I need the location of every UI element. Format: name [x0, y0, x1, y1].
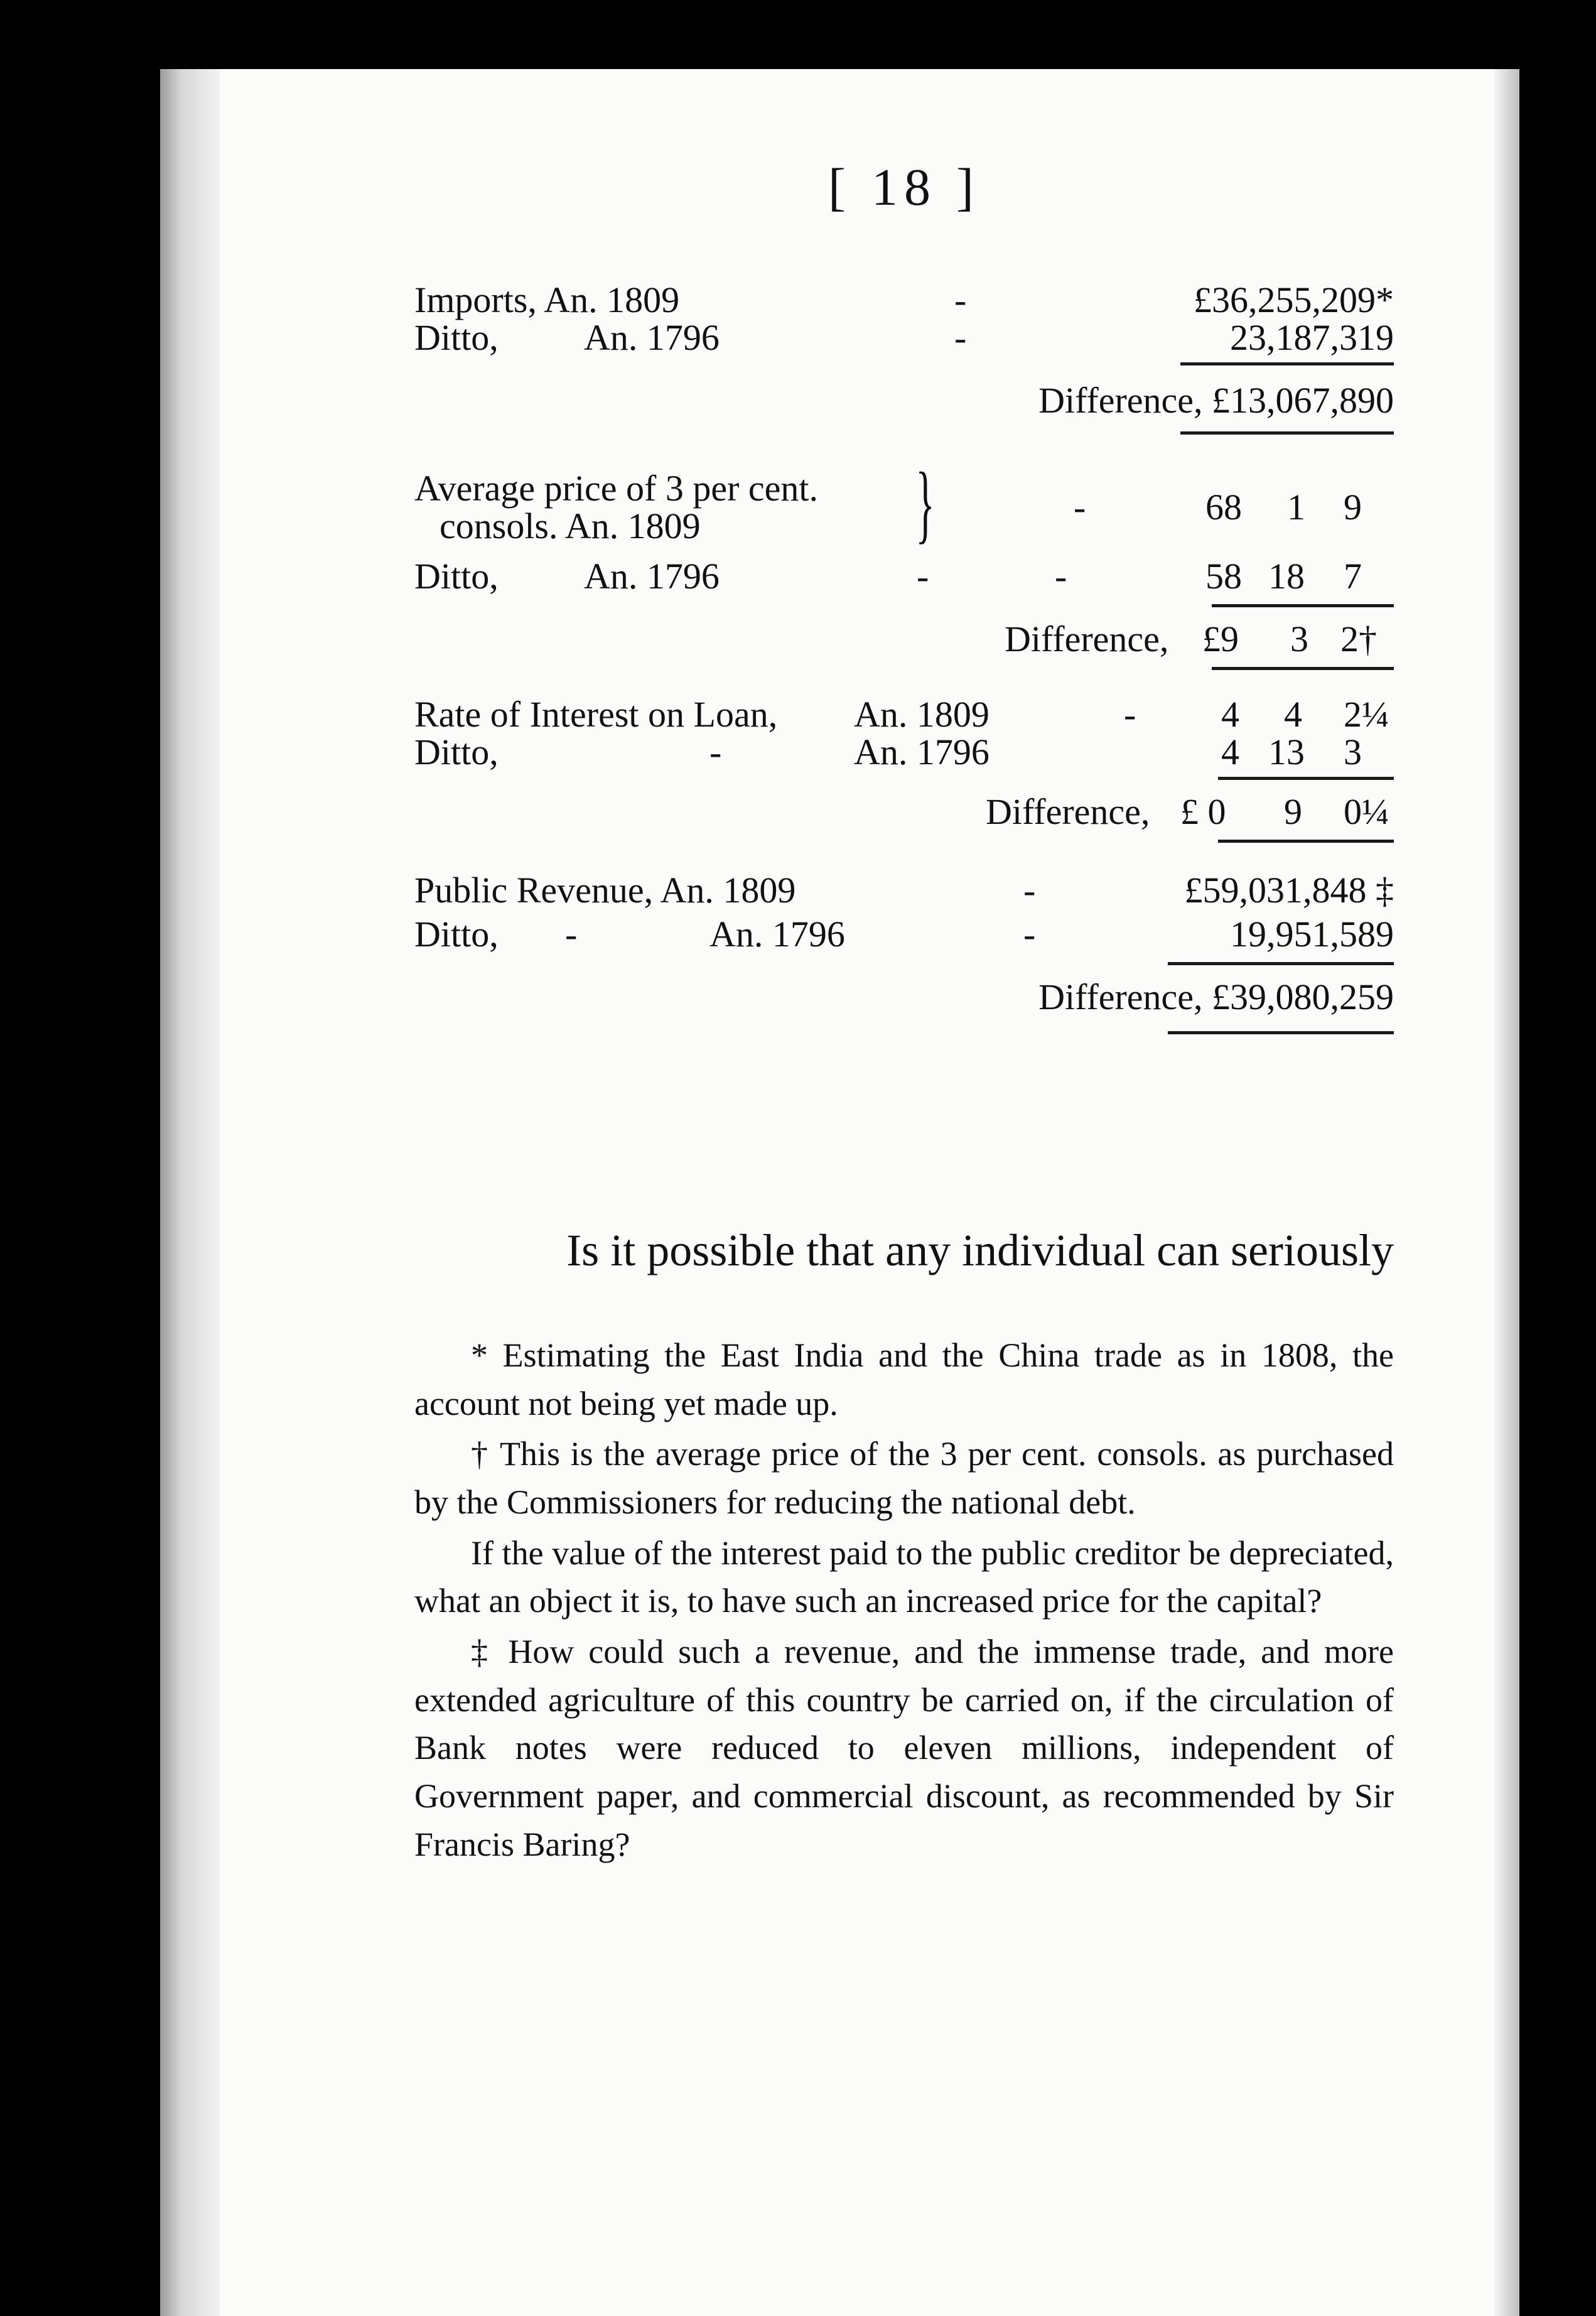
shillings: 13 [1268, 732, 1305, 772]
shillings: 1 [1287, 487, 1305, 528]
dash: - [954, 317, 967, 358]
pounds: £9 [1202, 619, 1239, 659]
sum-rule [1168, 962, 1394, 965]
pence: 9 [1344, 487, 1362, 528]
pounds: 68 [1205, 487, 1242, 528]
footnote-dagger: † This is the average price of the 3 per cent. consols. as purchased by the Commissioners for reducing the national debt. [414, 1435, 1394, 1522]
shillings: 3 [1290, 619, 1308, 659]
sum-rule [1180, 362, 1394, 365]
consols-label-line1: Average price of 3 per cent. [414, 468, 819, 509]
pence: 2¼ [1344, 694, 1389, 735]
imports-value: £36,255,209* [1194, 279, 1394, 320]
sum-rule [1212, 667, 1394, 670]
page-number-header: [ 18 ] [828, 158, 980, 217]
main-text-line: Is it possible that any individual can seriously [566, 1225, 1394, 1275]
revenue-ditto-value: 19,951,589 [1230, 914, 1394, 955]
pounds: 4 [1221, 694, 1239, 735]
sum-rule [1218, 777, 1394, 780]
shillings: 9 [1284, 791, 1302, 832]
dash: - [954, 279, 967, 320]
dash: - [709, 732, 722, 772]
footnote-paragraph: If the value of the interest paid to the public creditor be depreciated, what an object it is, to have such an increased price for the capital? [414, 1534, 1394, 1620]
revenue-value: £59,031,848 ‡ [1184, 870, 1394, 911]
pence: 7 [1344, 556, 1362, 597]
difference-value: £13,067,890 [1212, 380, 1394, 421]
footnote-double-dagger: ‡ How could such a revenue, and the immense trade, and more extended agriculture of this country be carried on, if the circulation of Bank notes were reduced to eleven millions, independent of Government paper, and commercial discount, as recommended by Sir Francis Baring? [414, 1633, 1394, 1863]
footnote-asterisk: * Estimating the East India and the China trade as in 1808, the account not being yet made up. [414, 1336, 1394, 1422]
sum-rule [1212, 604, 1394, 607]
ditto-label: Ditto, [414, 317, 499, 358]
sum-rule [1180, 431, 1394, 435]
pence: 2† [1340, 619, 1377, 659]
ditto-label: Ditto, [414, 556, 499, 597]
difference-label: Difference, [1038, 977, 1203, 1017]
revenue-difference [1038, 978, 1394, 1017]
revenue-label: Public Revenue, An. 1809 [414, 870, 796, 911]
dash: - [1055, 556, 1067, 597]
page-content [414, 157, 1394, 1863]
ditto-year: An. 1796 [584, 556, 720, 597]
page-edge-shadow [1494, 69, 1519, 2316]
pence: 0¼ [1344, 791, 1389, 832]
dash: - [1023, 870, 1036, 911]
pounds: 4 [1221, 732, 1239, 772]
imports-difference [1038, 381, 1394, 421]
statistics-table [414, 281, 1394, 1223]
sum-rule [1218, 840, 1394, 843]
sum-rule [1168, 1031, 1394, 1034]
book-spine-shadow [160, 69, 220, 2316]
dash: - [917, 556, 929, 597]
difference-label: Difference, [1038, 380, 1203, 421]
ditto-label: Ditto, [414, 914, 499, 955]
brace-glyph: } [915, 455, 935, 552]
imports-label: Imports, An. 1809 [414, 279, 680, 320]
shillings: 4 [1284, 694, 1302, 735]
pounds: 58 [1205, 556, 1242, 597]
shillings: 18 [1268, 556, 1305, 597]
interest-year: An. 1809 [854, 694, 989, 735]
ditto-year: An. 1796 [584, 317, 720, 358]
footnotes [414, 1331, 1394, 1871]
dash: - [1023, 914, 1036, 955]
ditto-year: An. 1796 [854, 732, 989, 772]
difference-value: £39,080,259 [1212, 977, 1394, 1017]
pounds: £ 0 [1180, 791, 1226, 832]
pence: 3 [1344, 732, 1362, 772]
difference-label: Difference, [986, 791, 1150, 832]
ditto-year: An. 1796 [709, 914, 845, 955]
imports-ditto-value: 23,187,319 [1230, 317, 1394, 358]
ditto-label: Ditto, [414, 732, 499, 772]
dash: - [1074, 487, 1086, 528]
consols-label-line2: consols. An. 1809 [439, 506, 701, 546]
interest-label: Rate of Interest on Loan, [414, 694, 778, 735]
difference-label: Difference, [1005, 619, 1169, 659]
dash: - [565, 914, 578, 955]
dash: - [1124, 694, 1136, 735]
